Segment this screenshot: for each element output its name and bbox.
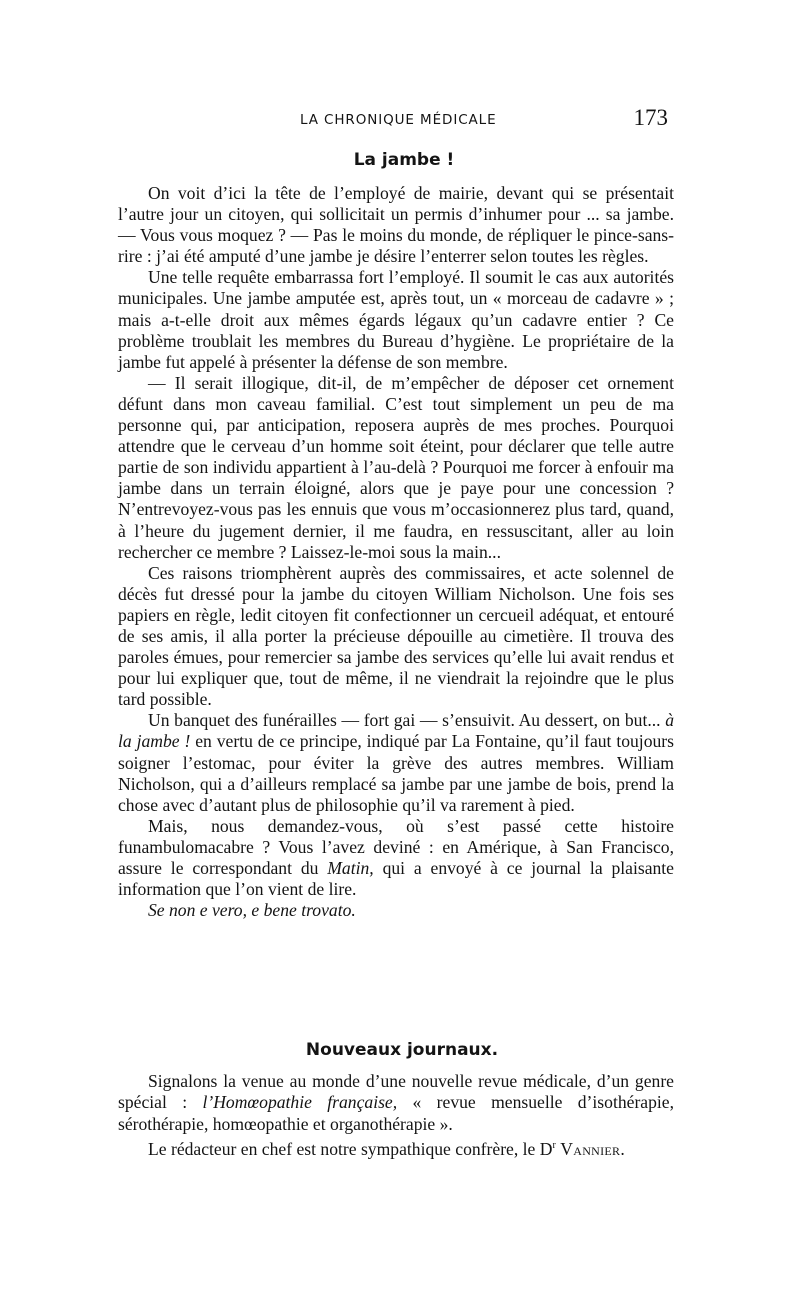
paragraph	[118, 1071, 674, 1135]
paragraph-text: Signalons la venue au monde d’une nouvelle revue médicale, d’un genre spécial :	[118, 1071, 674, 1113]
italic-toast: à la jambe !	[118, 710, 675, 752]
italic-newspaper-name: Matin,	[327, 858, 374, 878]
article-body-la-jambe	[118, 183, 674, 921]
paragraph-text: en vertu de ce principe, indiqué par La Fontaine, qu’il faut toujours soigner l’estomac, pour éviter la grève des autres membres. William Nicholson, qui a d’ailleurs remplacé sa jambe par une jambe de bois, prend la chose avec d’autant plus de philosophie qu’il va rarement à pied.	[118, 731, 674, 815]
paragraph-text: Le rédacteur en chef est notre sympathique confrère, le D	[148, 1138, 553, 1159]
page-number: 173	[633, 105, 668, 130]
paragraph-text: qui a envoyé à ce journal la plaisante information que l’on vient de lire.	[118, 858, 674, 900]
paragraph	[118, 710, 674, 815]
paragraph: Une telle requête embarrassa fort l’employé. Il soumit le cas aux autorités municipales. Une jambe amputée est, après tout, un « morceau de cadavre » ; mais a-t-elle droit aux mêmes égards légaux qu’un cadavre entier ? Ce problème troublait les membres du Bureau d’hygiène. Le propriétaire de la jambe fut appelé à présenter la défense de son membre.	[118, 267, 674, 372]
superscript: r	[552, 1139, 556, 1151]
running-title: LA CHRONIQUE MÉDICALE	[300, 112, 497, 128]
italic-journal-name: l’Homœopathie française,	[202, 1092, 398, 1113]
paragraph-text: « revue mensuelle d’isothérapie, sérothérapie, homœopathie et organothérapie ».	[118, 1092, 675, 1134]
closing-quote: Se non e vero, e bene trovato.	[148, 900, 356, 921]
paragraph: On voit d’ici la tête de l’employé de mairie, devant qui se présentait l’autre jour un citoyen, qui sollicitait un permis d’inhumer pour ... sa jambe. — Vous vous moquez ? — Pas le moins du monde, de répliquer le pince-sans-rire : j’ai été amputé d’une jambe je désire l’enterrer selon toutes les règles.	[118, 183, 674, 267]
paragraph-text: Un banquet des funérailles — fort gai — s’ensuivit. Au dessert, on but...	[148, 710, 661, 731]
running-head	[118, 104, 668, 136]
paragraph	[118, 816, 674, 900]
paragraph: — Il serait illogique, dit-il, de m’empêcher de déposer cet ornement défunt dans mon caveau familial. C’est tout simplement un peu de ma personne qui, par anticipation, reposera auprès de mes proches. Pourquoi attendre que le cerveau d’un homme soit éteint, pour déclarer que telle autre partie de son individu appartient à l’au-delà ? Pourquoi me forcer à enfouir ma jambe dans un terrain éloigné, alors que je paye pour une concession ? N’entrevoyez-vous pas les ennuis que vous m’occasionnerez plus tard, quand, à l’heure du jugement dernier, il me faudra, en ressuscitant, aller au loin rechercher ce membre ? Laissez-le-moi sous la main...	[118, 372, 674, 562]
paragraph	[118, 1135, 674, 1160]
article-body-nouveaux-journaux	[118, 1071, 674, 1160]
paragraph: Ces raisons triomphèrent auprès des commissaires, et acte solennel de décès fut dressé pour la jambe du citoyen William Nicholson. Une fois ses papiers en règle, ledit citoyen fit confectionner un cercueil adéquat, et entouré de ses amis, il alla porter la précieuse dépouille au cimetière. Il trouva des paroles émues, pour remercier sa jambe des services qu’elle lui avait rendus et pour lui expliquer que, tout de même, il ne viendrait la rejoindre que le plus tard possible.	[118, 562, 674, 710]
article-title-la-jambe: La jambe !	[353, 150, 455, 170]
paragraph-text: Mais, nous demandez-vous, où s’est passé cette histoire funambulomacabre ? Vous l’avez deviné : en Amérique, à San Francisco, assure le correspondant du	[118, 815, 674, 878]
editor-name: Vannier.	[560, 1138, 626, 1159]
article-title-nouveaux-journaux: Nouveaux journaux.	[305, 1040, 499, 1060]
